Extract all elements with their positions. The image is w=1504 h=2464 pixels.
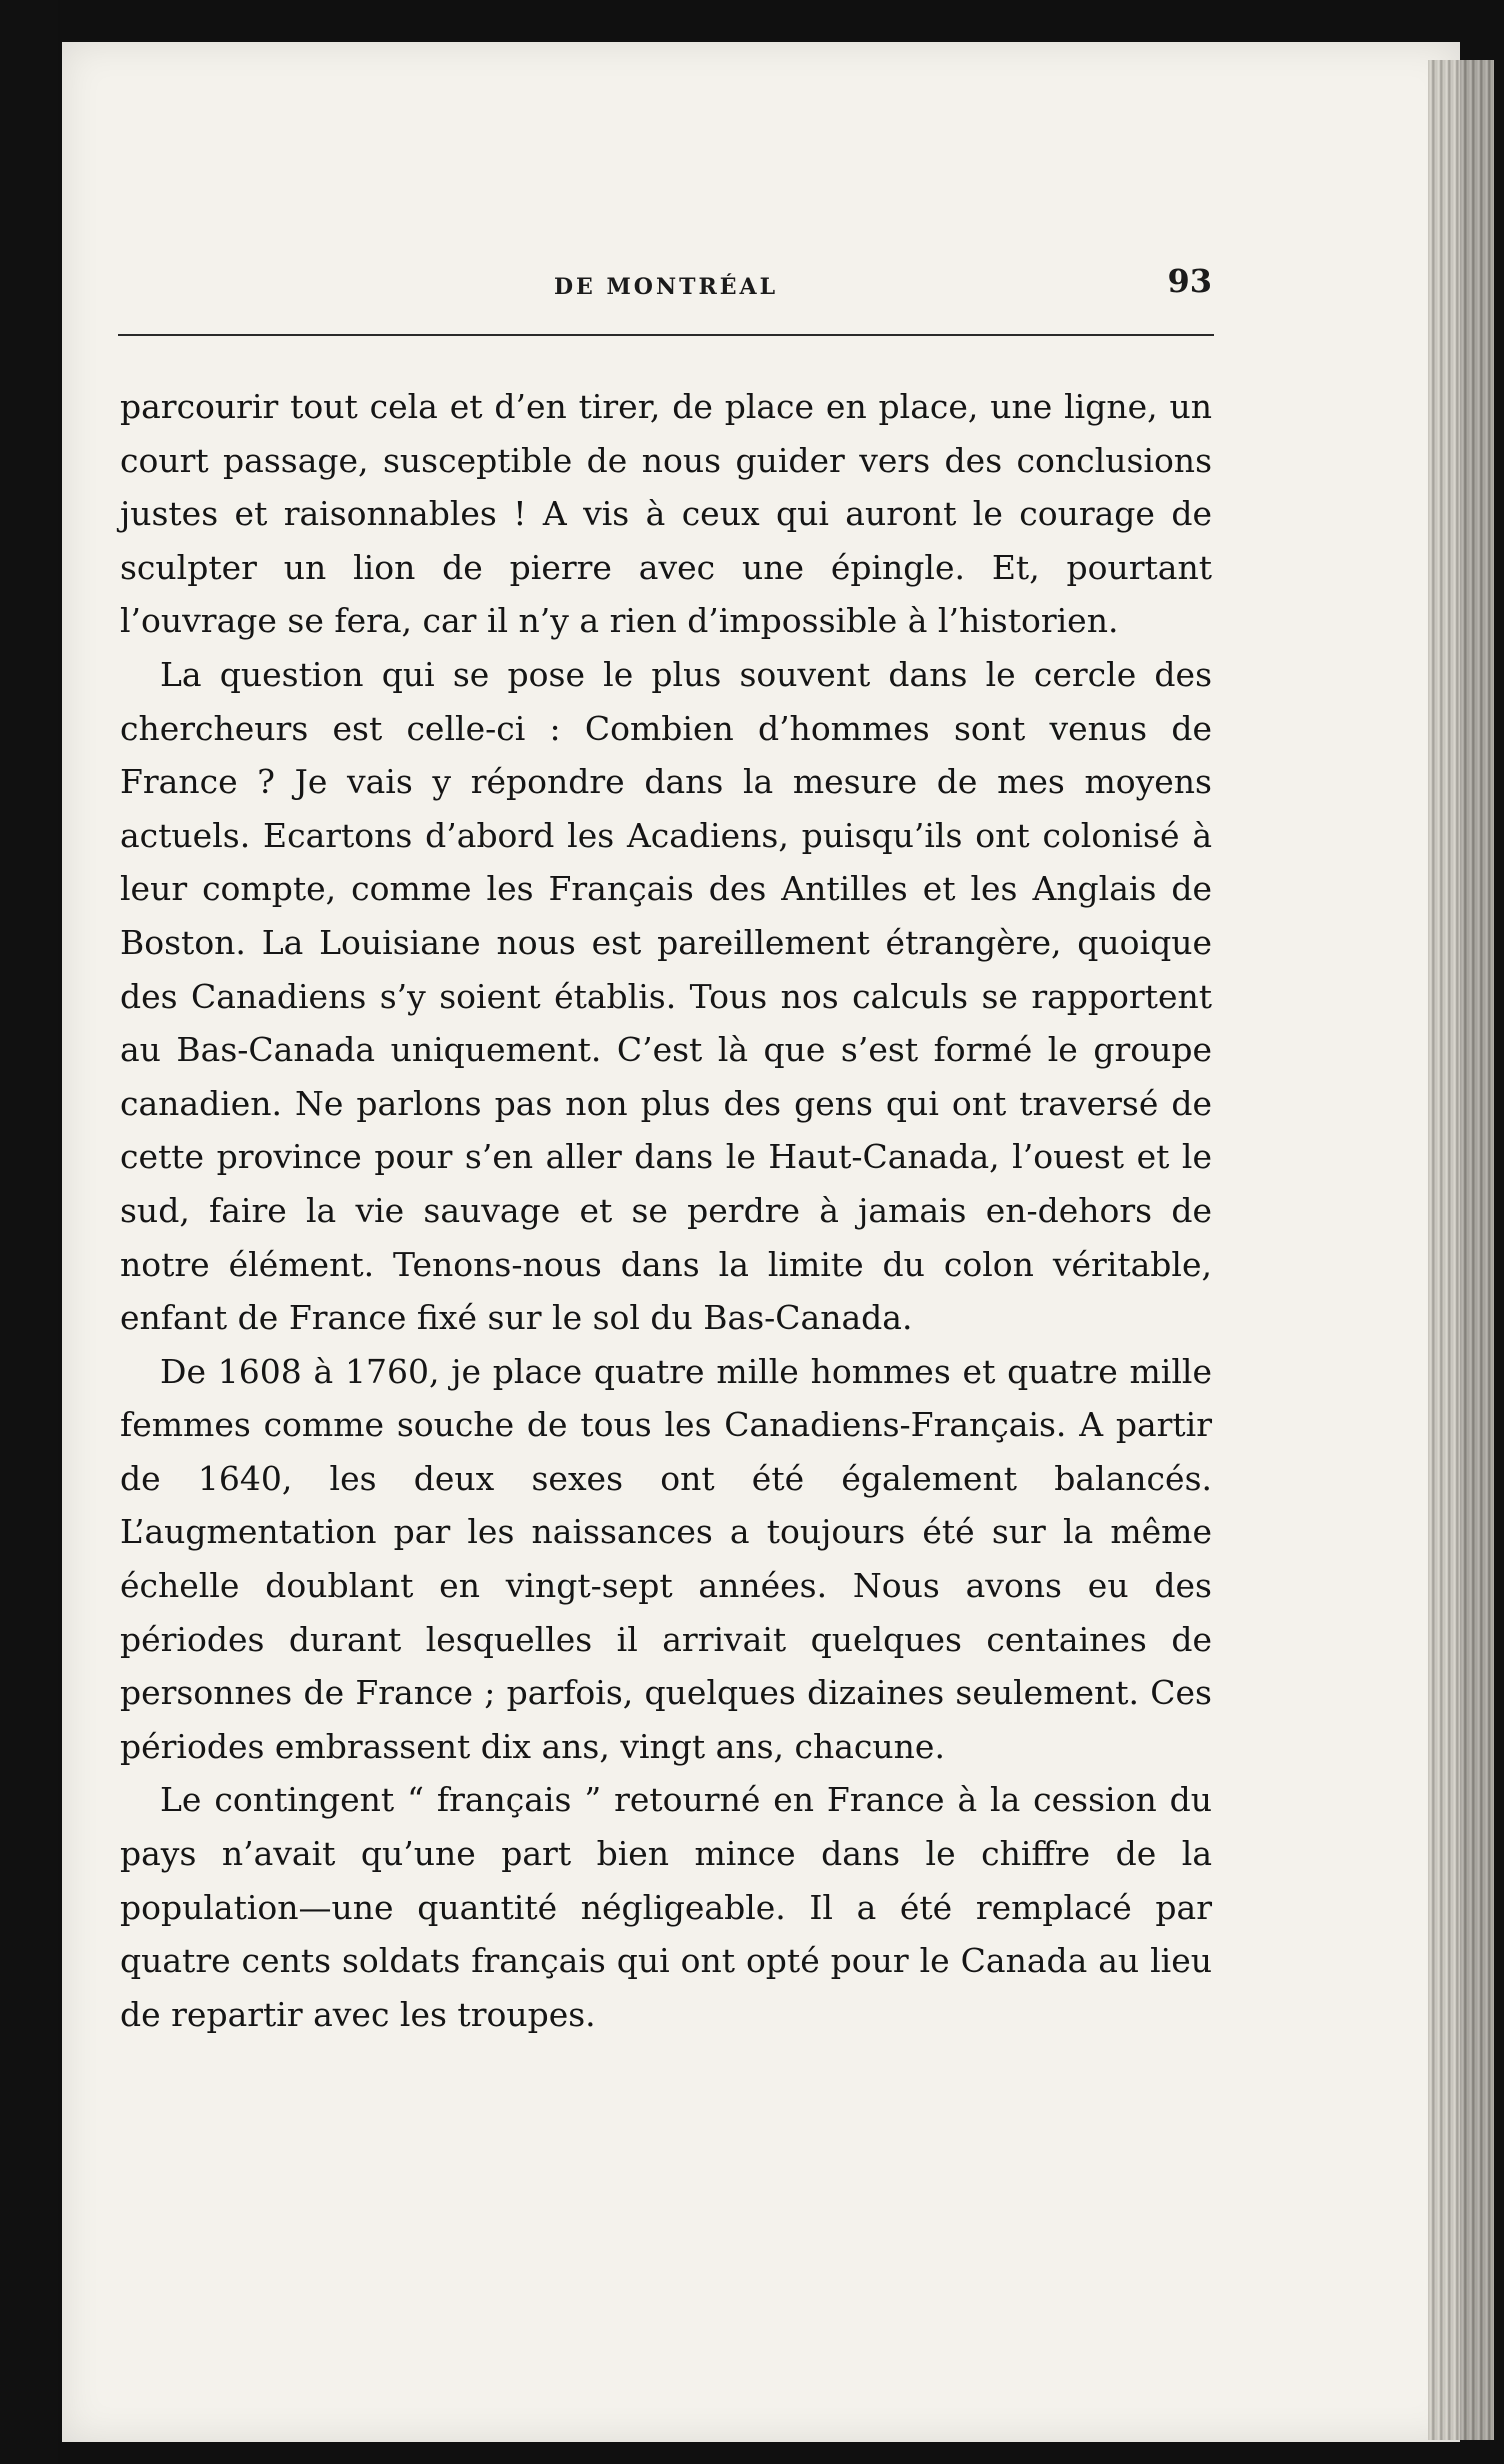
book-gutter	[0, 0, 58, 2464]
page-header	[120, 262, 1212, 318]
paragraph: parcourir tout cela et d’en tirer, de place en place, une ligne, un court passage, susceptible de nous guider vers des conclusions justes et raisonnables ! A vis à ceux qui auront le courage de sculpter un lion de pierre avec une épingle. Et, pourtant l’ouvrage se fera, car il n’y a rien d’impossible à l’historien.	[120, 387, 1212, 641]
header-rule	[118, 334, 1214, 336]
paragraph: De 1608 à 1760, je place quatre mille hommes et quatre mille femmes comme souche de tous les Canadiens-Français. A partir de 1640, les deux sexes ont été également balancés. L’augmentation par les naissances a toujours été sur la même échelle doublant en vingt-sept années. Nous avons eu des périodes durant lesquelles il arrivait quelques centaines de personnes de France ; parfois, quelques dizaines seulement. Ces périodes embrassent dix ans, vingt ans, chacune.	[120, 1351, 1212, 1766]
running-head: DE MONTRÉAL	[553, 274, 779, 300]
paragraph: La question qui se pose le plus souvent dans le cercle des chercheurs est celle-ci : Combien d’hommes sont venus de France ? Je vais y répondre dans la mesure de mes moyens actuels. Ecartons d’abord les Acadiens, puisqu’ils ont colonisé à leur compte, comme les Français des Antilles et les Anglais de Boston. La Louisiane nous est pareillement étrangère, quoique des Canadiens s’y soient établis. Tous nos calculs se rapportent au Bas-Canada uniquement. C’est là que s’est formé le groupe canadien. Ne parlons pas non plus des gens qui ont traversé de cette province pour s’en aller dans le Haut-Canada, l’ouest et le sud, faire la vie sauvage et se perdre à jamais en-dehors de notre élément. Tenons-nous dans la limite du colon véritable, enfant de France fixé sur le sol du Bas-Canada.	[120, 654, 1212, 1338]
body-text	[120, 380, 1212, 2041]
paragraph: Le contingent “ français ” retourné en France à la cession du pays n’avait qu’une part bien mince dans le chiffre de la population—une quantité négligeable. Il a été remplacé par quatre cents soldats français qui ont opté pour le Canada au lieu de repartir avec les troupes.	[120, 1780, 1212, 2034]
page-edge-stack	[1428, 60, 1494, 2440]
page-number: 93	[1167, 262, 1212, 300]
